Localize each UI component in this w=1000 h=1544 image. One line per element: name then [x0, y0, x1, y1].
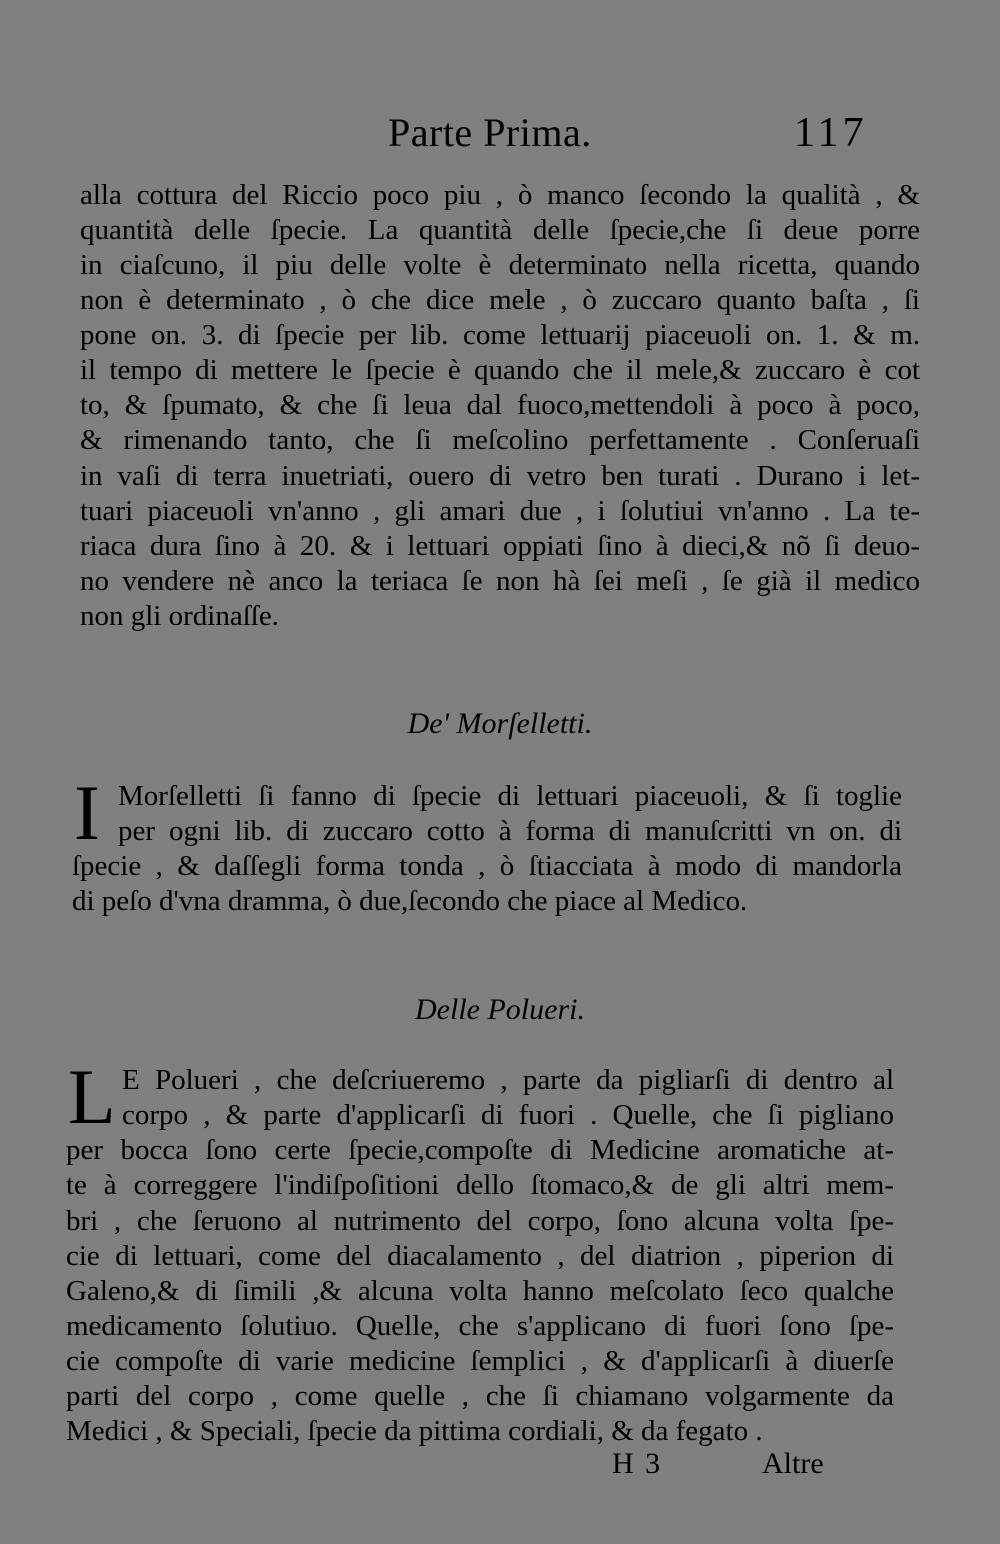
text-line: Morſelletti ſi fanno di ſpecie di lettuari piaceuoli, & ſi toglie — [118, 780, 902, 812]
text-line: in ciaſcuno, il piu delle volte è determinato nella ricetta, quando — [80, 249, 920, 281]
text-line: te à correggere l'indiſpoſitioni dello ſtomaco,& de gli altri mem- — [66, 1169, 894, 1201]
text-line: in vaſi di terra inuetriati, ouero di vetro ben turati . Durano i let- — [80, 460, 920, 492]
text-line: tuari piaceuoli vn'anno , gli amari due , i ſolutiui vn'anno . La te- — [80, 495, 920, 527]
page-footer — [0, 1444, 1000, 1484]
text-line: Galeno,& di ſimili ,& alcuna volta hanno meſcolato ſeco qualche — [66, 1275, 894, 1307]
text-line: ſpecie , & daſſegli forma tonda , ò ſtiacciata à modo di mandorla — [72, 850, 902, 882]
signature-mark: H 3 — [612, 1447, 663, 1480]
running-title: Parte Prima. — [388, 110, 592, 155]
catchword: Altre — [762, 1447, 824, 1480]
text-line: per ogni lib. di zuccaro cotto à forma di manuſcritti vn on. di — [118, 815, 902, 847]
text-line: non è determinato , ò che dice mele , ò zuccaro quanto baſta , ſi — [80, 284, 920, 316]
text-line: non gli ordinaſſe. — [80, 600, 279, 632]
text-line: & rimenando tanto, che ſi meſcolino perfettamente . Conſeruaſi — [80, 424, 920, 456]
text-line: alla cottura del Riccio poco piu , ò manco ſecondo la qualità , & — [80, 179, 920, 211]
text-line: no vendere nè anco la teriaca ſe non hà ſei meſi , ſe già il medico — [80, 565, 920, 597]
text-line: E Polueri , che deſcriueremo , parte da pigliarſi di dentro al — [122, 1064, 894, 1096]
text-line: parti del corpo , come quelle , che ſi chiamano volgarmente da — [66, 1380, 894, 1412]
text-line: bri , che ſeruono al nutrimento del corpo, ſono alcuna volta ſpe- — [66, 1205, 894, 1237]
text-line: riaca dura ſino à 20. & i lettuari oppiati ſino à dieci,& nõ ſi deuo- — [80, 530, 920, 562]
page-number: 117 — [794, 110, 868, 156]
section-heading: De' Morſelletti. — [407, 707, 593, 740]
text-line: il tempo di mettere le ſpecie è quando che il mele,& zuccaro è cot — [80, 354, 920, 386]
text-line: medicamento ſolutiuo. Quelle, che s'applicano di fuori ſono ſpe- — [66, 1310, 894, 1342]
text-line: cie compoſte di varie medicine ſemplici , & d'applicarſi à diuerſe — [66, 1345, 894, 1377]
drop-cap: I — [74, 769, 100, 856]
text-line: per bocca ſono certe ſpecie,compoſte di Medicine aromatiche at- — [66, 1134, 894, 1166]
text-line: Medici , & Speciali, ſpecie da pittima cordiali, & da fegato . — [66, 1415, 763, 1447]
drop-cap: L — [68, 1053, 116, 1140]
text-line: corpo , & parte d'applicarſi di fuori . Quelle, che ſi pigliano — [122, 1099, 894, 1131]
text-line: pone on. 3. di ſpecie per lib. come lettuarij piaceuoli on. 1. & m. — [80, 319, 920, 351]
text-line: cie di lettuari, come del diacalamento , del diatrion , piperion di — [66, 1240, 894, 1272]
text-line: to, & ſpumato, & che ſi leua dal fuoco,mettendoli à poco à poco, — [80, 389, 920, 421]
section-heading: Delle Polueri. — [415, 993, 585, 1026]
text-line: quantità delle ſpecie. La quantità delle ſpecie,che ſi deue porre — [80, 214, 920, 246]
text-line: di peſo d'vna dramma, ò due,ſecondo che piace al Medico. — [72, 885, 748, 917]
running-head — [0, 108, 1000, 158]
